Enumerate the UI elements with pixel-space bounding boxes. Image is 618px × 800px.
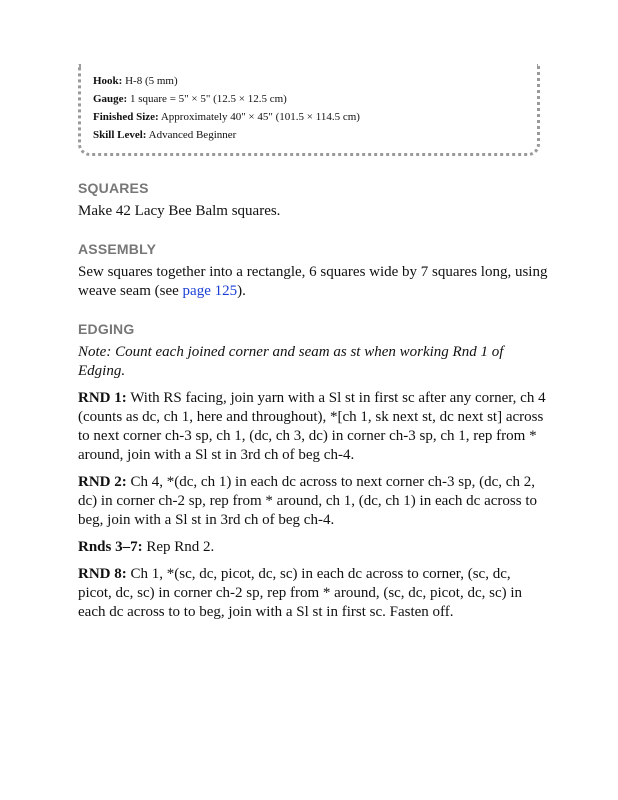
materials-info-box <box>78 64 540 156</box>
rounds-3-7-label: Rnds 3–7: <box>78 539 143 555</box>
finished-size-info <box>93 108 537 126</box>
round-1-label: RND 1: <box>78 390 127 406</box>
rounds-3-7-instruction <box>78 538 548 557</box>
gauge-value: 1 square = 5" × 5" (12.5 × 12.5 cm) <box>127 93 287 105</box>
finished-size-value: Approximately 40" × 45" (101.5 × 114.5 cm) <box>158 111 360 123</box>
finished-size-label: Finished Size: <box>93 111 159 123</box>
assembly-text-after: ). <box>237 283 246 299</box>
skill-level-info <box>93 126 537 144</box>
edging-heading: EDGING <box>78 321 135 337</box>
round-1-text: With RS facing, join yarn with a Sl st in first sc after any corner, ch 4 (counts as dc, ch 1, here and throughout), *[ch 1, sk next st, dc next st] across to next corner ch-3 sp, ch 1, (dc, ch 3, dc) in corner ch-3 sp, ch 1, rep from * around, join with a Sl st in 3rd ch of beg ch-4. <box>78 390 546 463</box>
gauge-label: Gauge: <box>93 93 128 105</box>
gauge-info <box>93 90 537 108</box>
round-8-instruction <box>78 565 548 622</box>
round-2-instruction <box>78 473 548 530</box>
skill-level-label: Skill Level: <box>93 129 147 141</box>
hook-label: Hook: <box>93 75 123 87</box>
round-8-label: RND 8: <box>78 566 127 582</box>
squares-text: Make 42 Lacy Bee Balm squares. <box>78 203 281 219</box>
assembly-heading: ASSEMBLY <box>78 241 157 257</box>
assembly-text-before: Sew squares together into a rectangle, 6 squares wide by 7 squares long, using weave seam (see <box>78 264 548 299</box>
page-125-link[interactable]: page 125 <box>182 283 238 299</box>
round-2-label: RND 2: <box>78 474 127 490</box>
skill-level-value: Advanced Beginner <box>146 129 237 141</box>
squares-heading: SQUARES <box>78 180 149 196</box>
round-8-text: Ch 1, *(sc, dc, picot, dc, sc) in each dc across to corner, (sc, dc, picot, dc, sc) in corner ch-2 sp, rep from * around, (sc, dc, picot, dc, sc) in each dc across to to beg, join with a Sl st in first sc. Fasten off. <box>78 566 523 620</box>
round-2-text: Ch 4, *(dc, ch 1) in each dc across to next corner ch-3 sp, (dc, ch 2, dc) in corner ch-2 sp, rep from * around, ch 1, (dc, ch 1) in each dc across to beg, join with a Sl st in 3rd ch of beg ch-4. <box>78 474 537 528</box>
rounds-3-7-text: Rep Rnd 2. <box>142 539 215 555</box>
round-1-instruction <box>78 389 548 465</box>
edging-note: Note: Count each joined corner and seam as st when working Rnd 1 of Edging. <box>78 344 504 379</box>
hook-value: H-8 (5 mm) <box>122 75 178 87</box>
assembly-text <box>78 263 548 301</box>
hook-info <box>93 72 537 90</box>
pattern-content <box>78 178 548 630</box>
